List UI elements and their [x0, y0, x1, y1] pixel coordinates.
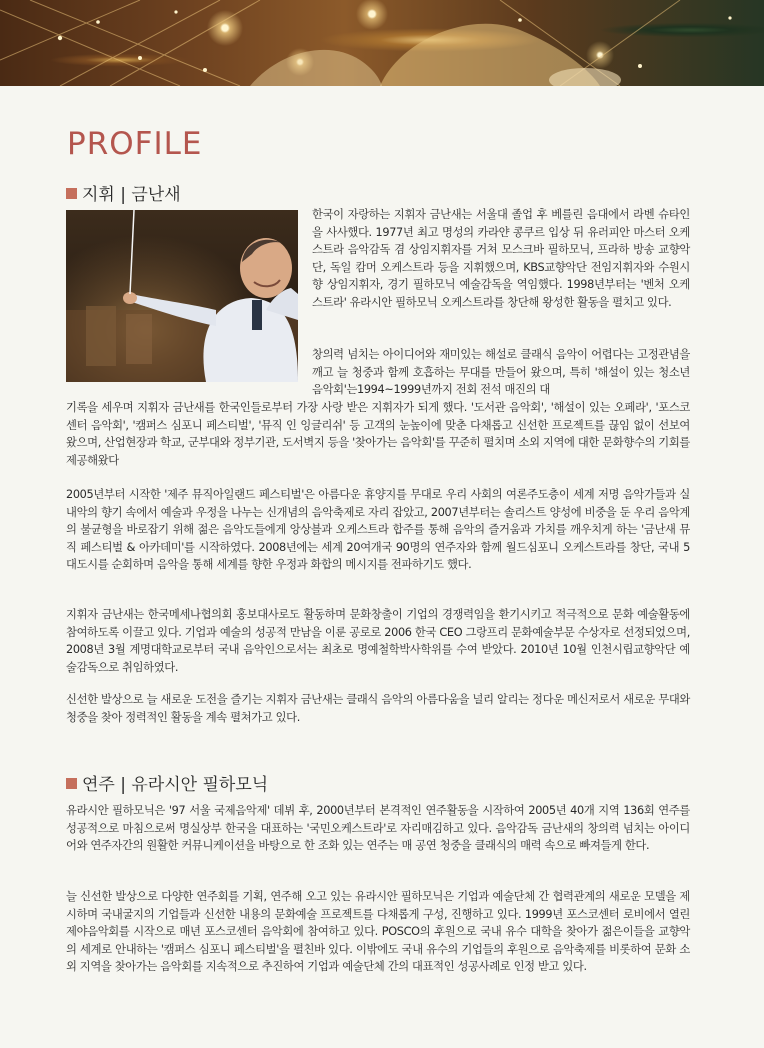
- paragraph-conductor-2a: 창의력 넘치는 아이디어와 재미있는 해설로 클래식 음악이 어렵다는 고정관념을 깨고 늘 청중과 함께 호흡하는 무대를 만들어 왔으며, 특히 '해설이 있는 청소년 음악회'는1994~1999년까지 전회 전석 매진의 대: [312, 348, 690, 397]
- section-heading-conductor: [66, 180, 181, 205]
- bullet-square-icon: [66, 188, 77, 199]
- section-heading-label: 연주 | 유라시안 필하모닉: [82, 775, 269, 795]
- page-title: PROFILE: [67, 126, 203, 162]
- section-heading-label: 지휘 | 금난새: [82, 185, 181, 205]
- paragraph-conductor-5: 신선한 발상으로 늘 새로운 도전을 즐기는 지휘자 금난새는 클래식 음악의 아름다움을 널리 알리는 정다운 메신저로서 새로운 무대와 청중을 찾아 정력적인 활동을 계속 펼쳐가고 있다.: [66, 693, 690, 724]
- paragraph-conductor-2b: 기록을 세우며 지휘자 금난새를 한국인들로부터 가장 사랑 받은 지휘자가 되게 했다. '도서관 음악회', '해설이 있는 오페라', '포스코센터 음악회', '캠퍼스 심포니 페스티벌', '뮤직 인 잉글리쉬' 등 고객의 눈높이에 맞춘 다채롭고 신선한 프로젝트를 끊임 없이 선보여왔으며, 산업현장과 학교, 군부대와 정부기관, 도서벽지 등을 '찾아가는 음악회'를 꾸준히 펼치며 소외 지역에 대한 문화향수의 기회를 제공해왔다: [66, 401, 690, 467]
- conductor-illustration: [66, 210, 298, 382]
- paragraph-orchestra-2: 늘 신선한 발상으로 다양한 연주회를 기획, 연주해 오고 있는 유라시안 필하모닉은 기업과 예술단체 간 협력관계의 새로운 모델을 제시하며 국내굴지의 기업들과 신선한 내용의 문화예술 프로젝트를 다채롭게 구성, 진행하고 있다. 1999년 포스코센터 로비에서 열린 제야음악회를 시작으로 매년 포스코센터 음악회에 참여하고 있다. POSCO의 후원으로 국내 유수 대학을 찾아가 젊은이들을 교향악의 세계로 안내하는 '캠퍼스 심포니 페스티벌'을 펼친바 있다. 이밖에도 국내 유수의 기업들의 후원으로 음악축제를 비롯하여 문화 소외 지역을 찾아가는 음악회를 지속적으로 추진하여 기업과 예술단체 간의 대표적인 성공사례로 인정 받고 있다.: [66, 890, 690, 974]
- paragraph-conductor-4: 지휘자 금난새는 한국메세나협의회 홍보대사로도 활동하며 문화창출이 기업의 경쟁력임을 환기시키고 적극적으로 문화 예술활동에 참여하도록 이끌고 있다. 기업과 예술의 성공적 만남을 이룬 공로로 2006 한국 CEO 그랑프리 문화예술부문 수상자로 선정되었으며, 2008년 3월 계명대학교로부터 국내 음악인으로서는 최초로 명예철학박사학위를 수여 받았다. 2010년 10월 인천시립교향악단 예술감독으로 취임하였다.: [66, 608, 690, 674]
- bullet-square-icon: [66, 778, 77, 789]
- header-banner-image: [0, 0, 764, 86]
- paragraph-conductor-1: 한국이 자랑하는 지휘자 금난새는 서울대 졸업 후 베를린 음대에서 라벤 슈타인을 사사했다. 1977년 최고 명성의 카라얀 콩쿠르 입상 뒤 유러피안 마스터 오케스트라 음악감독 겸 상임지휘자를 거쳐 모스크바 필하모닉, 프라하 방송 교향악단, 독일 캄머 오케스트라 등을 지휘했으며, KBS교향악단 전임지휘자와 수원시향 상임지휘자, 경기 필하모닉 예술감독을 역임했다. 1998년부터는 '벤처 오케스트라' 유라시안 필하모닉 오케스트라를 창단해 왕성한 활동을 펼치고 있다.: [312, 208, 690, 309]
- paragraph-conductor-3: 2005년부터 시작한 '제주 뮤직아일랜드 페스티벌'은 아름다운 휴양지를 무대로 우리 사회의 여론주도층이 세계 저명 음악가들과 실내악의 향기 속에서 예술과 우정을 나누는 신개념의 음악축제로 자리 잡았고, 2007년부터는 솔리스트 양성에 비중을 둔 우리 음악계의 불균형을 바로잡기 위해 젊은 음악도들에게 앙상블과 오케스트라 합주를 통해 음악의 즐거움과 가치를 깨우치게 하는 '금난새 뮤직 페스티벌 & 아카데미'를 시작하였다. 2008년에는 세계 20여개국 90명의 연주자와 함께 월드심포니 오케스트라를 창단, 국내 5대도시를 순회하며 음악을 통해 세계를 향한 우정과 화합의 메시지를 전파하기도 했다.: [66, 488, 690, 572]
- conductor-photo: [66, 210, 298, 382]
- banner-light-strings: [0, 0, 764, 86]
- paragraph-orchestra-1: 유라시안 필하모닉은 '97 서울 국제음악제' 데뷔 후, 2000년부터 본격적인 연주활동을 시작하여 2005년 40개 지역 136회 연주를 성공적으로 마침으로써 명실상부 한국을 대표하는 '국민오케스트라'로 자리매김하고 있다. 음악감독 금난새의 창의력 넘치는 아이디어와 연주자간의 원활한 커뮤니케이션을 바탕으로 한 조화 있는 연주는 매 공연 청중을 클래식의 매력 속으로 빠져들게 한다.: [66, 804, 690, 853]
- section-heading-orchestra: [66, 770, 268, 795]
